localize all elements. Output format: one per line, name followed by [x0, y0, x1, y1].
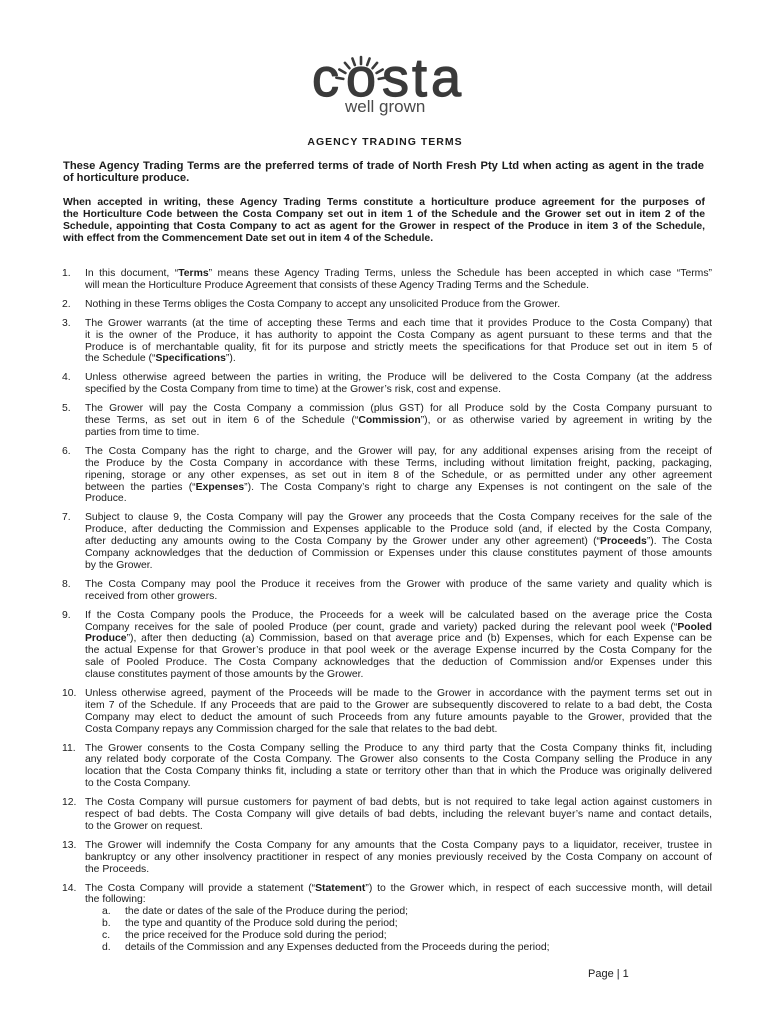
clause-line: The Costa Company will provide a statement (“Statement”) to the Grower which, in respect of each successive month, will detail [85, 882, 712, 894]
clause-line: to the Costa Company. [85, 778, 191, 790]
defined-term: Pooled [677, 621, 712, 633]
costa-logo [305, 48, 470, 118]
clause-number: 12. [62, 797, 77, 809]
subclause [85, 942, 712, 954]
preamble-line: with effect from the Commencement Date set out in item 4 of the Schedule. [63, 233, 434, 244]
clause-line: Produce”), after then deducting (a) Commission, based on that average price and (b) Expenses, which for each Expense can be [85, 633, 712, 645]
clause-line: ripening, storage or any other expenses, as set out in item 8 of the Schedule, or as permitted under any other agreement [85, 469, 712, 481]
clause-line: these Terms, as set out in item 6 of the Schedule (“Commission”), or as otherwise varied by agreement in writing by the [85, 415, 712, 427]
clause-number: 4. [62, 372, 71, 384]
clause-line: clause constitutes payment of those amounts by the Grower. [85, 668, 364, 680]
clause-line: parties from time to time. [85, 427, 200, 439]
preamble-line: When accepted in writing, these Agency Trading Terms constitute a horticulture produce agreement for the purposes of [63, 197, 705, 208]
clause [62, 372, 712, 396]
clause-line: respect of bad debts. The Costa Company will give details of bad debts, including the relevant buyer’s name and contact details, [85, 808, 712, 820]
clause-line: Unless otherwise agreed, payment of the Proceeds will be made to the Grower in accordance with the payment terms set out in [85, 688, 712, 699]
clause-line: the following: [85, 894, 146, 906]
subclause-letter: b. [102, 918, 111, 930]
clause-line: If the Costa Company pools the Produce, the Proceeds for a week will be calculated based on the average price the Costa [85, 609, 712, 621]
clause-number: 1. [62, 268, 71, 279]
clause [62, 840, 712, 876]
defined-term: Produce [85, 633, 127, 645]
clause-line: received from other growers. [85, 590, 218, 602]
clause-line: any related body corporate of the Costa Company. The Grower also consents to the Costa Company selling the Produce in any [85, 754, 712, 766]
clause-line: bankruptcy or any other insolvency practitioner in respect of any monies previously received by the Costa Company on account of [85, 851, 712, 863]
clause-line: Costa Company repays any Commission charged for the sale that relates to the bad debt. [85, 723, 498, 735]
clause-line: location that the Costa Company thinks fit, including a state or territory other than that in which the Produce was originally delivered [85, 766, 712, 778]
clause-line: The Grower warrants (at the time of accepting these Terms and each time that it provides Produce to the Costa Company) that [85, 317, 712, 329]
logo-letter: a [431, 48, 462, 108]
clause [62, 797, 712, 833]
logo-letter: c [312, 48, 339, 108]
clause-line: Produce is of merchantable quality, fit for its purpose and strictly meets the specifications for that Produce set out in item 5 of [85, 341, 712, 353]
clause-line: The Costa Company may pool the Produce it receives from the Grower with produce of the same variety and quality which is [85, 578, 712, 590]
clause-line: The Grower will indemnify the Costa Company for any amounts that the Costa Company pays to a liquidator, receiver, trustee in [85, 839, 712, 851]
clause-line: The Costa Company has the right to charge, and the Grower will pay, for any additional expenses arising from the receipt of [85, 446, 712, 458]
subclause [85, 906, 712, 918]
subclause [85, 930, 712, 942]
clause-number: 13. [62, 839, 77, 851]
clause [62, 446, 712, 505]
clause-number: 8. [62, 578, 71, 590]
clause-number: 2. [62, 298, 71, 310]
defined-term: Statement [315, 882, 366, 894]
clause-line: will mean the Horticulture Produce Agreement that consists of these Agency Trading Terms and the Schedule. [85, 279, 590, 291]
clause-line: it is the owner of the Produce, it has authority to appoint the Costa Company as agent pursuant to these terms and that the [85, 329, 712, 341]
defined-term: Terms [178, 268, 209, 279]
clause-line: The Grower consents to the Costa Company selling the Produce to any third party that the Costa Company thinks fit, including [85, 742, 712, 754]
clause [62, 883, 712, 954]
document-title: AGENCY TRADING TERMS [307, 136, 463, 148]
preamble-line: the Horticulture Code between the Costa Company set out in item 1 of the Schedule and the Grower set out in item 2 of the [63, 209, 705, 220]
clause-line: Company receives for the sale of pooled Produce (per count, grade and variety) packed during the relevant pool week (“Pooled [85, 621, 712, 633]
subclause [85, 918, 712, 930]
clause-line: specified by the Costa Company from time to time) at the Grower’s risk, cost and expense. [85, 384, 501, 396]
clause [62, 268, 712, 292]
clause-number: 14. [62, 882, 77, 894]
subclause-text: the date or dates of the sale of the Produce during the period; [125, 906, 409, 918]
subclause-text: the type and quantity of the Produce sold during the period; [125, 918, 398, 930]
clause [62, 579, 712, 603]
sun-ray [339, 70, 345, 74]
page-footer: Page | 1 [588, 968, 629, 980]
clause-line: sale of Pooled Produce. The Costa Company acknowledges that the deduction of Commission and/or Expenses under this [85, 657, 712, 669]
clause-number: 7. [62, 512, 71, 524]
subclause-text: details of the Commission and any Expenses deducted from the Proceeds during the period; [125, 941, 550, 953]
defined-term: Proceeds [600, 536, 647, 548]
intro-line: of horticulture produce. [63, 172, 190, 184]
intro-paragraph [63, 160, 704, 184]
defined-term: Specifications [155, 353, 226, 365]
clause-number: 6. [62, 446, 71, 458]
logo-letter: t [412, 48, 428, 108]
clause-line: by the Grower. [85, 559, 153, 571]
clause-line: Unless otherwise agreed between the parties in writing, the Produce will be delivered to the Costa Company (at the address [85, 372, 712, 384]
clause [62, 610, 712, 681]
clause [62, 512, 712, 571]
clause-line: Produce, after deducting the Commission and Expenses applicable to the Produce sold (and, if elected by the Costa Company, [85, 524, 712, 536]
clause-line: Company may elect to deduct the amount of such Proceeds from any future amounts payable to the Grower, provided that the [85, 711, 712, 723]
clause-line: between the parties (“Expenses”). The Costa Company’s right to charge any Expenses is not contingent on the sale of the [85, 481, 712, 493]
logo-letter: o [346, 48, 377, 108]
preamble-paragraph [63, 197, 705, 245]
subclause-text: the price received for the Produce sold during the period; [125, 929, 387, 941]
clause-line: the Produce by the Costa Company in accordance with these Terms, including without limitation freight, packing, packaging, [85, 457, 712, 469]
clause-number: 3. [62, 317, 71, 329]
clause-number: 9. [62, 609, 71, 621]
clause-number: 5. [62, 403, 71, 415]
clause-line: Produce. [85, 493, 127, 505]
clause-line: In this document, “Terms” means these Agency Trading Terms, unless the Schedule has been accepted in which case “Terms” [85, 268, 712, 279]
clause [62, 403, 712, 439]
clause [62, 743, 712, 790]
clause-line: after deducting any amounts owing to the Costa Company by the Grower under any other agreement) (“Proceeds”). The Costa [85, 536, 712, 548]
defined-term: Expenses [195, 481, 245, 493]
clause-line: the Proceeds. [85, 863, 150, 875]
logo-tagline: well grown [345, 97, 426, 116]
clause [62, 318, 712, 365]
clause-number: 11. [62, 742, 76, 754]
clause [62, 688, 712, 735]
defined-term: Commission [358, 415, 421, 427]
subclause-letter: d. [102, 941, 111, 953]
clause-number: 10. [62, 688, 77, 699]
clause-line: Company acknowledges that the deduction of Commission or Expenses under this clause constitutes payment of those amounts [85, 548, 712, 559]
clause-line: the actual Expense for that Grower’s produce in that pool week or the average Expense incurred by the Costa Company for the [85, 645, 712, 657]
preamble-line: Schedule, appointing that Costa Company to act as agent for the Grower in respect of the Produce in item 3 of the Schedule, [63, 221, 705, 232]
clause-line: the Schedule (“Specifications”). [85, 353, 236, 365]
clause [62, 299, 712, 311]
logo-letter: s [382, 48, 409, 108]
subclause-letter: c. [102, 929, 111, 941]
clause-line: item 7 of the Schedule. If any Proceeds that are paid to the Grower are subsequently discovered to relate to a bad debt, the Costa [85, 699, 712, 711]
clause-line: to the Grower on request. [85, 820, 203, 832]
clause-line: The Grower will pay the Costa Company a commission (plus GST) for all Produce sold by the Costa Company pursuant to [85, 403, 712, 415]
clause-line: The Costa Company will pursue customers for payment of bad debts, but is not required to take legal action against customers in [85, 797, 712, 809]
clause-line: Nothing in these Terms obliges the Costa Company to accept any unsolicited Produce from the Grower. [85, 298, 561, 310]
clause-line: Subject to clause 9, the Costa Company will pay the Grower any proceeds that the Costa Company receives for the sale of the [85, 512, 712, 524]
subclause-letter: a. [102, 906, 111, 918]
intro-line: These Agency Trading Terms are the preferred terms of trade of North Fresh Pty Ltd when acting as agent in the trade [63, 160, 704, 172]
clause-list [62, 268, 712, 961]
